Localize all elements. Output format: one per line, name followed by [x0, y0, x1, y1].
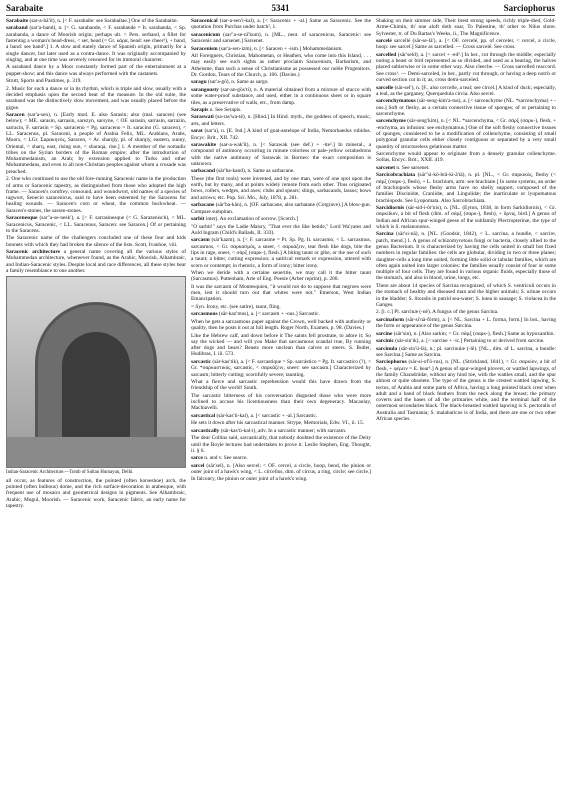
dictionary-entry — [191, 270, 371, 283]
headword: sarangousty — [191, 86, 219, 93]
headword: Sarciophorus — [376, 359, 407, 366]
left-guide-word: Sarabaite — [6, 3, 43, 13]
headword: sarcine — [376, 330, 393, 337]
definition-text: "O sarbit!" says the Ladie Maisry, "That ever the like betide," Lord Wa'yates and Auld Ingram (Child's Ballads, II. 333). — [191, 223, 371, 236]
headword: sarawakite — [191, 142, 217, 149]
definition-text: n. See Serapis. — [209, 106, 242, 113]
definition-text: Like the Hebrew calf, and down before it The saints fell prostrate, to adore it; So say the wicked — and will you Make that sarcasmous scandal true, By running after dogs and bears? Beasts more unclean than calves or steers. S. Butler, Hudibras, I. iii. 573. — [191, 332, 371, 358]
dictionary-entry — [191, 237, 371, 268]
plinth — [7, 437, 185, 467]
dictionary-entry — [191, 168, 371, 174]
dictionary-entry — [191, 284, 371, 303]
definition-text: (sar-a-wak′īt), n. [< Sarawak (see def.) + -ite².] In mineral., a compound of antimony occurring in minute colorless or pale-yellow octahedrons with the native antimony of Sarawak in Borneo: the exact composition is unknown. — [191, 142, 371, 167]
dictionary-entry — [191, 107, 371, 113]
headword: Sarcidiornis — [376, 205, 405, 211]
definition-text: When we deride with a certaine seueritie, we may call it the bitter taunt (Sarcasmus). Puttenham, Arte of Eng. Poesie (Arber reprint), p. 200. — [191, 269, 371, 283]
headword: sarce — [191, 455, 203, 462]
headword: saraband — [6, 25, 28, 32]
definition-text: n. See sarsenet. — [396, 164, 430, 171]
definition-text: (sär-sid-i-ôr′nis), n. [NL. (Eyton, 1838, in form Sarkidiornis), < Gr. σαρκίδιον, a bit of flesh (dim. of σάρξ (σαρκ-), flesh), + ὄρνις, bird.] A genus of Indian and African spur-winged geese of the subfamily Plectropterinæ, the type of which is S. melanonotus. — [376, 205, 556, 230]
headword: sarcastical — [191, 412, 216, 419]
definition-text: He sets it down after his sarcastical manner. Strype, Memorials, Edw. VI., ii. 15. — [191, 420, 365, 427]
definition-text: a general name covering all the various styles of Mohammedan architecture, whereever found, as the Arabic, Moorish, Alhambraic, and Indian-Saracenic styles. Despite local and race differences, all these styles bear a family resemblance to one another. — [6, 249, 186, 274]
definition-text: There are about 14 species of Sarcina recognized, of which S. ventriculi occurs in the stomach of healthy and diseased man and the higher animals; S. urinae occurs in the bladder; S. litoralis in putrid sea-water; S. lutea in sausage; S. violacea in the Ganges. — [376, 282, 556, 308]
headword: sarcastic — [191, 358, 211, 365]
definition-text: (sar′a-sen-izm), n. [< Saracen + -ism.] Mohammedanism. — [219, 45, 343, 52]
definition-text: (sär′ba-kand), n. Same as sarbacane. — [216, 168, 295, 175]
definition-text: 2. [l. c.] Pl. sarcinæ (-nē). A fungus of the genus Sarcina. — [376, 309, 499, 316]
definition-text: (sär′si-nä), n. [NL. (Goodsir, 1842), < L. sarcina, a bundle, < sarcire, patch, mend.] 1. A genus of schizomycetous fungi or bacteria, closely allied to the genus Bacterium. It is characterized by having the cells united in small but fixed numbers in regular families: the cells are globular, dividing in two or three planes; daughter-cells a long time united, forming little solid or tabular families, which are often again united into larger colonies: the families usually consist of four or some multiple of four cells. They are found in various organic fluids, especially those of the stomach, and also in blood, urine, lungs, etc. — [376, 231, 556, 282]
dictionary-entry — [376, 165, 556, 171]
headword: sarcinaform — [376, 316, 405, 323]
dictionary-entry — [191, 420, 371, 426]
definition-text: 2. One who continued to use the old fore-running Saracenic name in the production of arms or Saracenic tapestry, as distinguished from those who adopted the high frame. — Saracen's comfrey, consound, and woundwort, old names of a species of ragwort, Senecio saracenicus, said to have been esteemed by the Saracens for healing wounds. — Saracen's corn or wheat, the common buckwheat. — Saracen's-stones, the sarsen-stones. — [6, 176, 186, 214]
definition-text: It was the sarcasm of Montesquieu, "it would not do to suppose that negroes were men, lest it should turn out that whites were not." Emerson, West Indian Emancipation. — [191, 283, 371, 303]
dictionary-entry — [191, 87, 371, 106]
dictionary-entry — [191, 46, 371, 52]
right-guide-word: Sarciophorus — [503, 3, 555, 13]
dictionary-entry — [191, 142, 371, 167]
headword: sarcel — [191, 462, 205, 469]
dictionary-entry — [376, 52, 556, 83]
definition-text: All Foreigners, Christian, Mahometan, or Heathen, who come into this Island, . . . may easily see such sights as rather proclaim Saracenism, Barbarism, and Atheisme, than such a sense of Christianisme as possessed our noble Progenitors. Dr. Gordon, Tears of the Church, p. 166. (Davies.) — [191, 53, 371, 78]
headword: sarcenet — [376, 164, 396, 171]
dictionary-entry — [376, 18, 556, 37]
dictionary-entry — [376, 346, 556, 359]
definition-text: (sär′sel), n. [Also sercel; < OF. cercel, a circle, hoop, bend, the pinion or outer joint of a hawk's wing, < L. circellus, dim. of circus, a ring, circle; see circle.] In falconry, the pinion or outer joint of a hawk's wing. — [191, 462, 371, 482]
dictionary-entry — [191, 202, 371, 215]
dictionary-entry — [6, 176, 186, 214]
definition-text: (sar′a), n. [E. Ind.] A kind of goat-antelope of India, Nemorhaedus rubidus. Encyc. Brit., XII. 742. — [191, 128, 371, 141]
dictionary-entry — [191, 304, 371, 310]
dictionary-entry — [191, 463, 371, 482]
headword: sarbacand — [191, 168, 215, 175]
dictionary-entry — [376, 118, 556, 149]
dictionary-entry — [191, 435, 371, 454]
dictionary-entry — [6, 64, 186, 77]
headword: Saracenical — [191, 18, 218, 24]
dictionary-entry — [376, 38, 556, 51]
headword: sarcasm — [191, 237, 210, 244]
headword: sarbacane — [191, 202, 215, 209]
dictionary-entry — [191, 18, 371, 31]
definition-text: (sär-kas′ti-kal), a. [< sarcastic + -al.] Sarcastic. — [216, 412, 318, 419]
headword: Sarabaite — [6, 18, 29, 24]
definition-text: Sarcenchyme would appear to originate from a densely granular collenchyme. Sollas, Encyc. Brit., XXII. 419. — [376, 151, 556, 164]
definition-text: sarcellé (sär-se-lā′), a. [< OF. cercelé, pp. of cerceler, < cercel, a circle, hoop: see sarcel.] Same as sarcelled. — Cross sarcelé. See cross. — [376, 38, 556, 51]
dictionary-entry — [6, 78, 186, 84]
headword: sarcastically — [191, 427, 220, 434]
dictionary-entry — [191, 319, 371, 332]
definition-text: The dear Collins said, sarcastically, that nobody doubted the existence of the Deity until the Boyle lectures had undertaken to prove it. Leslie Stephen, Eng. Thought, ii. § 6. — [191, 435, 371, 454]
dictionary-entry — [191, 393, 371, 412]
definition-text: When he gets a sarcasmous paper against the Crown, well backed with authority or quality, then he posts it out at full length. Roger North, Examen, p. 98. (Davies.) — [191, 318, 371, 332]
figure-caption: Indian-Saracenic Architecture.—Tomb of Sultan Humayun, Delhi. — [6, 470, 134, 476]
definition-text: (sär′seld), a. [< sarcel + -ed².] In her., cut through the middle; especially noting a beast or bird represented as so divided, and used as a bearing, the halves placed saltierwise or in some other way. Also cleeche. — Cross sarcelled reaccord. See cross¹. — Demi-sarceled, in her., partly cut through, or having a deep notch or curved section cut in it; as, cross demi-sarceled. — [376, 51, 556, 84]
dictionary-entry — [6, 249, 186, 274]
definition-text: (sär-sin′ik), a. [< sarcine + -ic.] Pertaining to or derived from sarcine. — [395, 338, 545, 345]
headword: sarcelled — [376, 51, 397, 58]
dictionary-entry — [376, 172, 556, 203]
dictionary-entry — [191, 114, 371, 127]
definition-text: (sär-kas′ti-kal-i), adv. In a sarcastic manner; with sarcasm. — [220, 427, 347, 434]
header-rule — [6, 15, 555, 16]
dictionary-entry — [6, 215, 186, 234]
definition-text: (sär′sin), n. [Also sarkin; < Gr. σάρξ (σαρκ-), flesh.] Same as hypoxanthin. — [393, 330, 555, 337]
headword: sarat — [191, 128, 203, 135]
dictionary-entry — [191, 32, 371, 45]
headword: sarcelé — [376, 38, 392, 45]
column-1 — [6, 18, 186, 794]
definition-text: Strutt, Sports and Pastimes, p. 319. — [6, 78, 82, 85]
dictionary-entry — [6, 112, 186, 175]
definition-text: (sa-ras′wa-tē), n. [Hind.] In Hind. myth., the goddess of speech, music, arts, and letters. — [191, 114, 371, 127]
definition-text: (sär-si′nä-fôrm), a. [< NL. Sarcina + L. forma, form.] In bot., having the form or appearance of the genus Sarcina. — [376, 316, 556, 330]
headword: saracenicum — [191, 31, 221, 38]
dictionary-entry — [191, 428, 371, 434]
definition-text: (sär′kazm), n. [< F. sarcasme = Pr. Sp. Pg. It. sarcasmo, < L. sarcasmus, sarcasmos, < Gr. σαρκασμός, a sneer, < σαρκάζειν, tear flesh like dogs, bite the lips in rage, sneer, < σάρξ (σαρκ-), flesh.] A biting taunt or gibe, or the use of such a taunt; a bitter, cutting expression; a satirical remark or expression, uttered with scorn or contempt; in rhetoric, a form of irony; bitter irony. — [191, 237, 371, 269]
definition-text: (sär-seng′kim), n. [< NL. *sarcenchyma, < Gr. σάρξ (σαρκ-), flesh, + -enchyma, an infusion: see enchymatous.] One of the soft fleshy connective tissues of sponges, considered to be a modification of collenchyme, consisting of small polygonal granular cells either closely contiguous or separated by a very small quantity of structureless gelatinous matter. — [376, 118, 556, 150]
dictionary-entry — [191, 79, 371, 85]
definition-text: 2. Music for such a dance or in its rhythm, which is triple and slow, usually with a decided emphasis upon the second beat of the measure. In the old suite, the saraband was the distinctively slow movement, and was usually placed before the gigue. — [6, 85, 186, 111]
definition-text: These (the first tools) were invented, and by one man, were of one spot upon the earth, but by many, and at points widely remote from each other. Thus originated bows, rollers, wedges, and axes; clubs and spears; slings, sarbacands, lassos; bows and arrows; etc. Pop. Sci. Mo., July, 1878, p. 281. — [191, 175, 371, 201]
definition-text: (sär-sel′), n. [F., also cercelle, a teal; see circel.] A kind of duck; especially, a teal, as the garganey, Querquedula circia. Also sercel. — [376, 84, 556, 97]
headword: Saracenesque — [6, 215, 38, 222]
dictionary-entry — [6, 25, 186, 63]
dictionary-entry — [6, 235, 186, 248]
dictionary-entry — [376, 338, 556, 344]
definition-text: The sarcastic bitterness of his conversation disgusted those who were more inclined to accuse his licentiousness than their own degeneracy. Macaulay, Machiavelli. — [191, 392, 371, 412]
dictionary-entry — [376, 359, 556, 422]
page-number: 5341 — [271, 3, 290, 13]
definition-text: (sar-a-sen′i-kal), a. [< Saracenic + -al.] Same as Saracenic. See the quotation from Purchas under hatch², 1. — [191, 18, 371, 31]
definition-text: n. and v. See searce. — [204, 455, 248, 462]
definition-text: (sär″si-kō-brā-ki-ā′tä), n. pl. [NL., < Gr. σαρκικός, fleshy (< σάρξ (σαρκ-), flesh), + L. brachium, arm: see brachiate.] In some systems, an order of brachiopods whose fleshy arms have no shelly support, composed of the families Discinidæ, Craniidæ, and Lingulidæ; the inarticulate or lyopomatous brachiopods. See Lyopomata. Also Sarcobrachiata. — [376, 172, 556, 204]
headword: Saracen — [6, 112, 25, 119]
definition-text: What a fierce and sarcastic reprehension would this have drawn from the friendship of the world! South. — [191, 379, 371, 392]
dictionary-entry — [191, 53, 371, 78]
dictionary-entry — [376, 309, 556, 315]
dictionary-entry — [191, 216, 371, 222]
definition-text: (sar″a-se-nī′kum), n. [ML., neut. of saracenicus, Saracenic: see Saracenic and sarsenet.] Sarsenet. — [191, 31, 371, 45]
dictionary-entry — [191, 128, 371, 141]
headword: Saracenic architecture — [6, 249, 61, 256]
headword: Saracenism — [191, 45, 218, 52]
definition-text: (sar′a-sen), n. [Early mod. E. also Sarasin; also (mal. saracen) (see below); < ME. sarasin, sarrasin, sarezyn, sarsyne, < OF. sarasin, sarrasin, sarrazin, sarracin, F. sarrasin = Sp. sarraceno = Pg. sarraceno = It. saracino (G. saracen), < LL. Saracenus, pl. Saraceni, a people of Arabia Felix, ML. Arabians, Arabs, Moors, < LGr. Σαρακηνός, Saracen, < Ar. sharqīy, pl. of sharqiy, eastern, sunny, Oriental, < sharq, east, rising sun, < sharaqa, rise.] 1. A member of the nomadic tribes on the Syrian borders of the Roman empire; after the introduction of Mohammedanism, an Arab; by extension applied to Turks and other Mohammedans, and even to all non-Christian peoples against whom a crusade was preached. — [6, 112, 186, 175]
dictionary-entry — [6, 86, 186, 111]
dictionary-entry — [376, 317, 556, 330]
definition-text: A saraband dance by a Moor constantly formed part of the entertainment at a puppet-show; and this dance was always performed with the castanets. — [6, 64, 186, 77]
dictionary-entry — [191, 413, 371, 419]
dictionary-entry — [191, 176, 371, 201]
architecture-illustration — [6, 276, 186, 468]
definition-text: (sar′a-gö), n. Same as sargo. — [207, 79, 269, 86]
dictionary-entry — [191, 455, 371, 461]
dictionary-entry — [6, 18, 186, 24]
headword: sarcinic — [376, 338, 394, 345]
definition-text: (sär-kas′tik), a. [< F. sarcastique = Sp. sarcástico = Pg. It. sarcastico (?), < Gr. *σαρκαστικός, sarcastic, < σαρκάζειν, sneer: see sarcasm.] Characterized by sarcasm; bitterly cutting; scornfully severe; taunting. — [191, 358, 371, 378]
definition-text: (sär-seng-kim′a-tus), a. [< sarcenchyme (NL. *sarcenchyma) + -ous.] Soft or fleshy, as a certain connective tissue of sponges; of or pertaining to sarcenchyme. — [376, 98, 556, 117]
definition-text: (sär′ba-kān), n. [OF. sarbacane, also sarbatane (Cotgrave).] A blow-gun. Compare sumpitan. — [191, 202, 371, 215]
column-1-tail: all occur, as features of construction, the pointed (often horseshoe) arch, the pointed (often bulbous) dome, and the rich surface-decoration in arabesque, with frequent use of mosaics and geometrical designs in pigments. See Alhambraic, Arabic, Mogul, Moorish. — Saracenic work, Saracenic fabric, an early name for tapestry. — [6, 477, 186, 510]
dictionary-entry — [191, 311, 371, 317]
definition-text: (sar′a-band), n. [< G. sarabande, < F. sarabande = It. sarabanda, < Sp. zarabanda, a dance of Moorish origin; perhaps ult. < Pers. serband, a fillet for fastening a woman's head-dress, < ser, head (= Gr. κάρα, head: see cheer¹), + band, a band: see band².] 1. A slow and stately dance of Spanish origin, primarily for a single dancer, but later used as a contra-dance. It was originally accompanied by singing, and at one time was severely censured for its immoral character. — [6, 25, 186, 63]
definition-text: = Syn. Irony, etc. (see satire), taunt, fling. — [191, 303, 281, 310]
dictionary-entry — [376, 331, 556, 337]
headword: Saraswati — [191, 114, 214, 121]
dictionary-entry — [376, 98, 556, 117]
definition-text: The Saracenic name of the challengers concluded one of these four and kids bonnets with which they had broken the silence of the lists. Scott, Ivanhoe, viii. — [6, 235, 186, 248]
definition-text: (sär-si-of′ō-rus), n. [NL. (Strickland, 1841), < Gr. σαρκίον, a bit of flesh, + φέρειν = E. bear¹.] A genus of spur-winged plovers, or wattled lapwings, of the family Charadriidæ, without any hind toe, with the wattles small, and the spur almost or quite obsolete. The type of the genus is the crested wattled lapwing, S. tectus, of Arabia and some parts of Africa, having a long pointed black crest when adult and a band of black feathers from the neck along the breast; the primary coverts and the bases of all the primaries white, and the terminal half of the outermost secondaries black. The black-breasted wattled lapwing is S. pectoralis of Australia and Tasmania; S. malabaricus is of India, and there are one or two other African species. — [376, 359, 556, 422]
dictionary-entry — [191, 379, 371, 392]
dictionary-entry — [376, 283, 556, 308]
dictionary-entry — [376, 85, 556, 98]
running-header — [6, 3, 555, 15]
headword: sarcenchyme — [376, 118, 406, 125]
definition-text: interj. An exclamation of sorrow. [Scotch.] — [205, 216, 299, 223]
headword: sarcasmous — [191, 311, 218, 318]
inner-arch — [62, 332, 130, 437]
column-3 — [376, 18, 556, 794]
headword: sarcenchymatous — [376, 98, 416, 105]
headword: sarcinula — [376, 345, 398, 352]
headword: sarcelle — [376, 84, 394, 91]
dictionary-entry — [376, 231, 556, 281]
dictionary-entry — [191, 333, 371, 358]
definition-text: (sär-sin′ū-lä), n.; pl. sarcinulæ (-lē). [NL., dim. of L. sarcina, a bundle: see Sarcina.] Same as Sarcina. — [376, 345, 556, 358]
dictionary-entry — [376, 151, 556, 164]
dictionary-entry — [191, 224, 371, 237]
headword: saragu — [191, 79, 207, 86]
definition-text: (sar″a-se-nesk′), a. [< F. sarrasinesque (< G. Sarazenisch), < ML. Saracenicus, Saracenic, < LL. Saracenus, Saracen: see Saracen.] Of or pertaining to the Saracens. — [6, 215, 186, 234]
definition-text: (sär-kaz′mus), a. [< sarcasm + -ous.] Sarcastic. — [218, 311, 320, 318]
headword: Sarcicobrachiata — [376, 172, 416, 179]
definition-text: (sar-a-bā′īt), n. [< F. sarabaïte: see Sarabaïtae.] One of the Sarabaitæ. — [29, 18, 178, 24]
definition-text: Shaking on their simmer side, Their brest strong speeds, richly triple-died, Gold-Arme-Chimin, th' one aloft doth soar, To Palestine, th' other to Nilus shore. Sylvester, tr. of Du Bartas's Weeks, ii., The Magnificence. — [376, 18, 556, 37]
column-2 — [191, 18, 371, 794]
headword: Sarcina — [376, 231, 394, 238]
definition-text: (sar-an-gös′ti), n. A material obtained from a mixture of stucco with some water-proof substance, and used, either in a continuous sheet or in square tiles, as a preservative of walls, etc., from damp. — [191, 86, 371, 106]
dictionary-entry — [376, 205, 556, 230]
dictionary-entry — [191, 359, 371, 378]
headword: sarbit — [191, 216, 205, 223]
headword: Sarapis — [191, 106, 209, 113]
